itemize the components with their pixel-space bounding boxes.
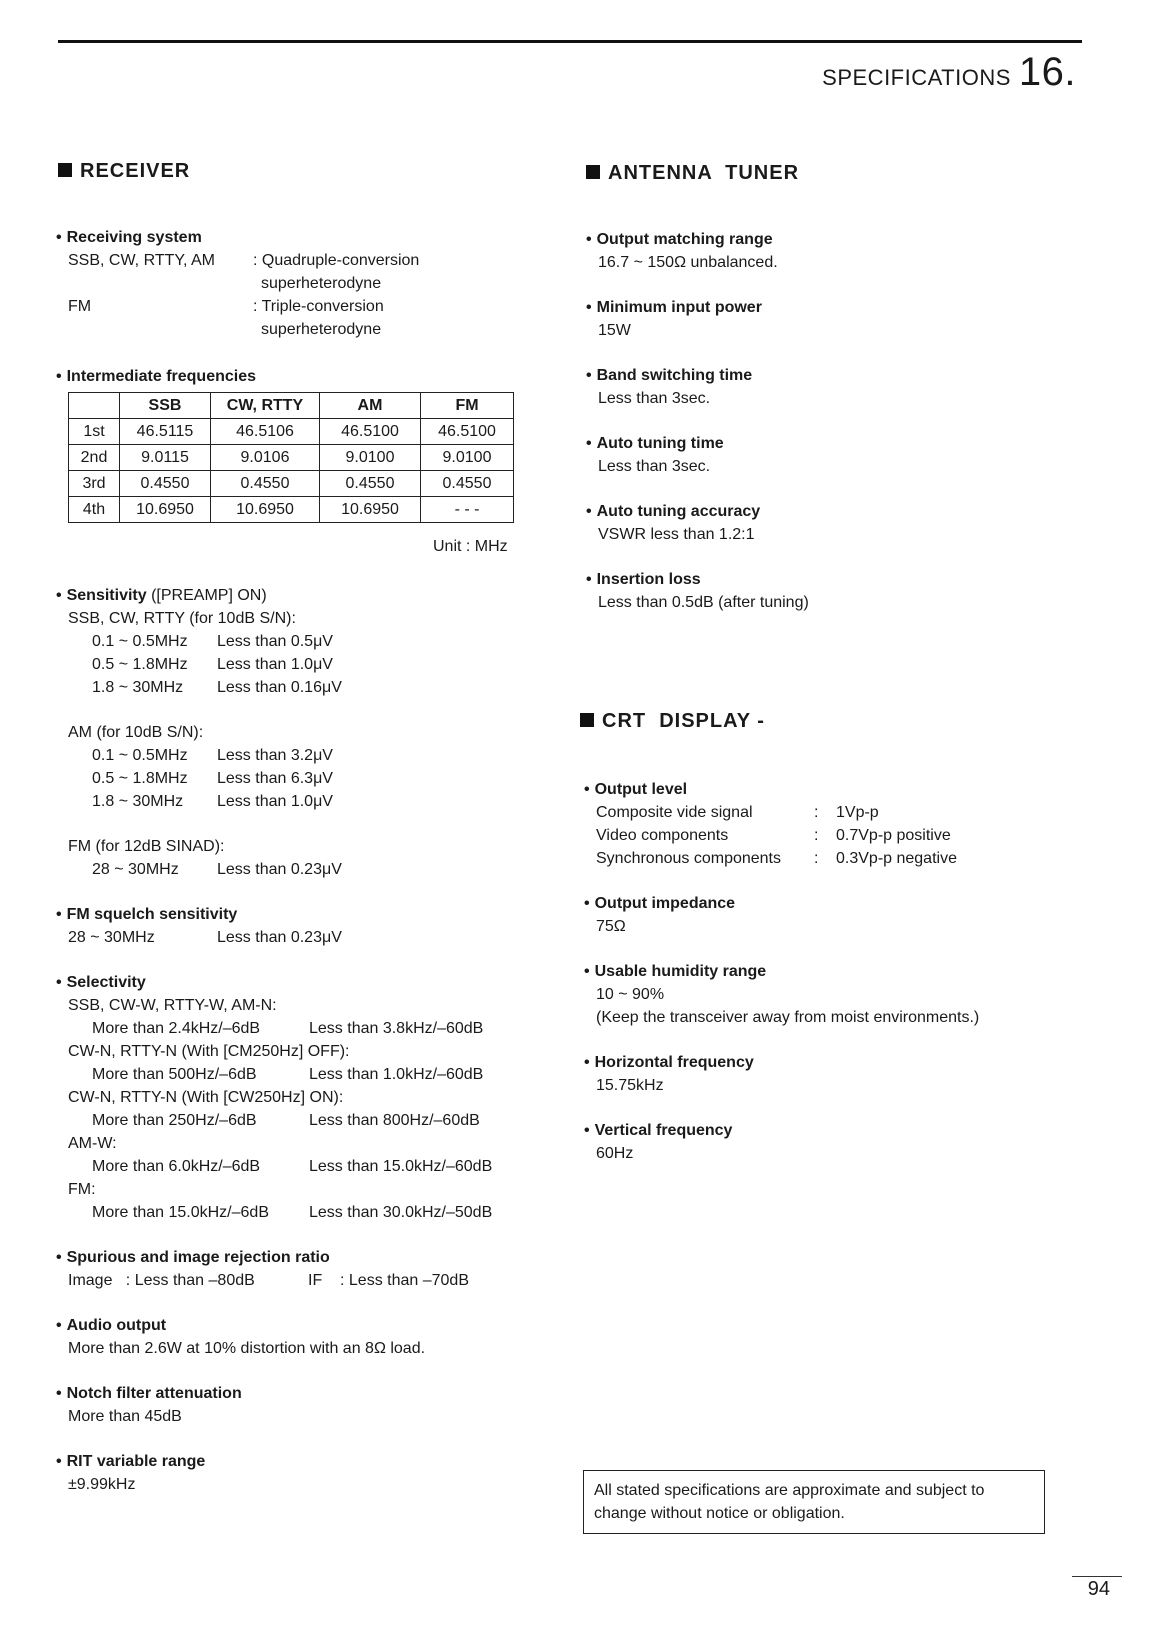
- sensitivity-label: • Sensitivity: [56, 587, 147, 604]
- header-title: SPECIFICATIONS: [822, 65, 1011, 90]
- squelch-row: 28 ~ 30MHz Less than 0.23μV: [68, 929, 342, 946]
- chapter-number: 16.: [1018, 50, 1076, 94]
- sens-row: 28 ~ 30MHz Less than 0.23μV: [92, 861, 342, 878]
- selectivity-head: AM-W:: [68, 1135, 117, 1152]
- sens-row: 0.5 ~ 1.8MHz Less than 1.0μV: [92, 656, 333, 673]
- if-table: [68, 392, 514, 523]
- selectivity-row: More than 6.0kHz/–6dB Less than 15.0kHz/–60dB: [92, 1158, 493, 1175]
- tuner-item-value: VSWR less than 1.2:1: [598, 526, 755, 543]
- top-rule: [58, 40, 1082, 43]
- tuner-block: [586, 228, 1106, 614]
- humidity-value: 10 ~ 90%: [596, 986, 665, 1003]
- tuner-item-label: • Band switching time: [586, 364, 1106, 387]
- sens-row: 0.1 ~ 0.5MHz Less than 3.2μV: [92, 747, 333, 764]
- selectivity-row: More than 250Hz/–6dB Less than 800Hz/–60dB: [92, 1112, 480, 1129]
- sens-row: 0.1 ~ 0.5MHz Less than 0.5μV: [92, 633, 333, 650]
- page-header: [822, 50, 1076, 95]
- selectivity-head: CW-N, RTTY-N (With [CW250Hz] ON):: [68, 1089, 344, 1106]
- hfreq-label: • Horizontal frequency: [584, 1051, 1104, 1074]
- fm-heading: FM (for 12dB SINAD):: [68, 838, 225, 855]
- spurious-label: • Spurious and image rejection ratio: [56, 1246, 556, 1269]
- tuner-item-value: 15W: [598, 322, 631, 339]
- square-bullet-icon: [58, 163, 72, 177]
- receiving-system-label: • Receiving system: [56, 226, 536, 249]
- output-level-row: Video components : 0.7Vp-p positive: [596, 827, 951, 844]
- hfreq-value: 15.75kHz: [596, 1077, 664, 1094]
- selectivity-label: • Selectivity: [56, 971, 556, 994]
- tuner-item-value: Less than 3sec.: [598, 458, 711, 475]
- sens-row: 0.5 ~ 1.8MHz Less than 6.3μV: [92, 770, 333, 787]
- table-row: 2nd 9.0115 9.0106 9.0100 9.0100: [69, 445, 514, 471]
- humidity-note: (Keep the transceiver away from moist environments.): [596, 1009, 980, 1026]
- sensitivity-block: [56, 584, 556, 1496]
- sens-row: 1.8 ~ 30MHz Less than 0.16μV: [92, 679, 342, 696]
- tuner-item-value: Less than 3sec.: [598, 390, 711, 407]
- square-bullet-icon: [586, 165, 600, 179]
- vfreq-label: • Vertical frequency: [584, 1119, 1104, 1142]
- table-header-row: SSB CW, RTTY AM FM: [69, 393, 514, 419]
- selectivity-row: More than 500Hz/–6dB Less than 1.0kHz/–60dB: [92, 1066, 484, 1083]
- square-bullet-icon: [580, 713, 594, 727]
- tuner-item-label: • Auto tuning accuracy: [586, 500, 1106, 523]
- system-desc: superheterodyne: [261, 321, 382, 338]
- table-row: 4th 10.6950 10.6950 10.6950 - - -: [69, 497, 514, 523]
- selectivity-row: More than 2.4kHz/–6dB Less than 3.8kHz/–60dB: [92, 1020, 484, 1037]
- if-label: • Intermediate frequencies: [56, 365, 536, 388]
- tuner-item-label: • Minimum input power: [586, 296, 1106, 319]
- spurious-row: Image : Less than –80dB IF : Less than –70dB: [68, 1272, 469, 1289]
- system-row: SSB, CW, RTTY, AM : Quadruple-conversion: [68, 252, 420, 269]
- ssb-heading: SSB, CW, RTTY (for 10dB S/N):: [68, 610, 296, 627]
- output-level-row: Synchronous components : 0.3Vp-p negative: [596, 850, 957, 867]
- notch-value: More than 45dB: [68, 1408, 182, 1425]
- receiver-heading: RECEIVER: [58, 160, 190, 183]
- antenna-tuner-heading: ANTENNA TUNER: [586, 162, 799, 185]
- humidity-label: • Usable humidity range: [584, 960, 1104, 983]
- selectivity-head: SSB, CW-W, RTTY-W, AM-N:: [68, 997, 277, 1014]
- tuner-item-label: • Auto tuning time: [586, 432, 1106, 455]
- system-desc: superheterodyne: [261, 275, 382, 292]
- sens-row: 1.8 ~ 30MHz Less than 1.0μV: [92, 793, 333, 810]
- audio-value: More than 2.6W at 10% distortion with an 8Ω load.: [68, 1340, 426, 1357]
- notice-box: All stated specifications are approximate and subject to change without notice or obligation.: [583, 1470, 1045, 1534]
- table-unit: Unit : MHz: [433, 538, 508, 555]
- rit-value: ±9.99kHz: [68, 1476, 136, 1493]
- selectivity-head: FM:: [68, 1181, 96, 1198]
- audio-label: • Audio output: [56, 1314, 556, 1337]
- rit-label: • RIT variable range: [56, 1450, 556, 1473]
- tuner-item-label: • Insertion loss: [586, 568, 1106, 591]
- output-level-row: Composite vide signal : 1Vp-p: [596, 804, 879, 821]
- crt-block: [584, 778, 1104, 1165]
- page-number-rule: [1072, 1576, 1122, 1577]
- sensitivity-note: ([PREAMP] ON): [151, 587, 267, 604]
- page-number: 94: [1087, 1578, 1110, 1600]
- table-row: 3rd 0.4550 0.4550 0.4550 0.4550: [69, 471, 514, 497]
- impedance-value: 75Ω: [596, 918, 626, 935]
- system-row: FM : Triple-conversion: [68, 298, 384, 315]
- impedance-label: • Output impedance: [584, 892, 1104, 915]
- receiver-system-block: [56, 226, 536, 388]
- am-heading: AM (for 10dB S/N):: [68, 724, 204, 741]
- vfreq-value: 60Hz: [596, 1145, 634, 1162]
- squelch-label: • FM squelch sensitivity: [56, 903, 556, 926]
- tuner-item-value: 16.7 ~ 150Ω unbalanced.: [598, 254, 778, 271]
- selectivity-row: More than 15.0kHz/–6dB Less than 30.0kHz/–50dB: [92, 1204, 493, 1221]
- tuner-item-value: Less than 0.5dB (after tuning): [598, 594, 809, 611]
- tuner-item-label: • Output matching range: [586, 228, 1106, 251]
- crt-display-heading: CRT DISPLAY -: [580, 710, 765, 733]
- notch-label: • Notch filter attenuation: [56, 1382, 556, 1405]
- selectivity-head: CW-N, RTTY-N (With [CM250Hz] OFF):: [68, 1043, 350, 1060]
- output-level-label: • Output level: [584, 778, 1104, 801]
- table-row: 1st 46.5115 46.5106 46.5100 46.5100: [69, 419, 514, 445]
